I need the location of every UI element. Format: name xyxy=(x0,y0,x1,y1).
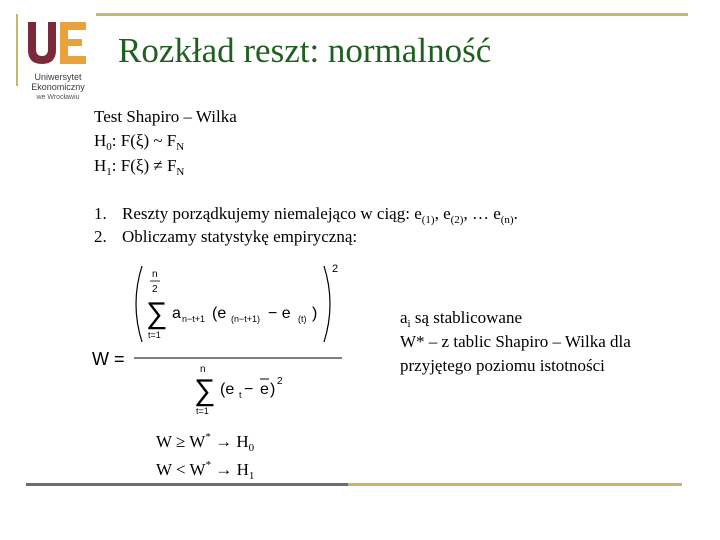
e-sub-2: (t) xyxy=(298,314,307,324)
e-close: ) xyxy=(312,305,318,322)
left-paren xyxy=(136,266,142,342)
university-logo xyxy=(22,18,94,110)
den-sub: t xyxy=(239,390,242,400)
den-exp: 2 xyxy=(277,376,283,387)
arrow-right-icon: → xyxy=(215,432,233,451)
decision-rule-accept: $W \ge W^* \to H_0$ xyxy=(156,431,255,454)
formula-w: W xyxy=(92,349,109,369)
sum-upper-n: n xyxy=(152,269,158,280)
numerator-exponent: 2 xyxy=(332,263,339,275)
logo-line-2: Ekonomiczny xyxy=(31,82,85,92)
sum-lower: t=1 xyxy=(148,330,161,340)
arrow-right-icon: → xyxy=(215,460,233,479)
null-hypothesis: $H_0$: F(ξ) ~ $F_N$ xyxy=(94,131,185,153)
note-line-2: W* – z tablic Shapiro – Wilka dla xyxy=(400,332,631,351)
e-open: (e xyxy=(212,305,227,322)
step-2: 2. Obliczamy statystykę empiryczną: xyxy=(94,227,358,246)
ue-logo-icon xyxy=(22,18,94,70)
top-rule xyxy=(96,13,688,16)
den-sigma: ∑ xyxy=(194,374,216,407)
den-lower: t=1 xyxy=(196,406,209,416)
logo-line-1: Uniwersytet xyxy=(34,72,82,82)
test-name: Test Shapiro – Wilka xyxy=(94,107,237,126)
den-ebar: e xyxy=(260,381,269,398)
sum-sigma: ∑ xyxy=(146,297,168,330)
e-minus: − e xyxy=(268,305,291,322)
e-sub-1: (n−t+1) xyxy=(231,314,261,324)
step-1: 1. Reszty porządkujemy niemalejąco w ciąg: $e_{(1)}$, $e_{(2)}$, … $e_{(n)}$. xyxy=(94,204,518,226)
den-open: (e xyxy=(220,381,235,398)
slide-title: Rozkład reszt: normalność xyxy=(118,31,492,70)
alternative-hypothesis: $H_1$: $F(\xi) \ne F_N$ xyxy=(94,156,185,178)
coef-a-sub: n−t+1 xyxy=(182,314,206,324)
den-upper: n xyxy=(200,364,206,375)
note-line-1: $a_i$ są stablicowane xyxy=(400,308,523,330)
note-line-3: przyjętego poziomu istotności xyxy=(400,356,605,375)
formula-eq: = xyxy=(114,349,125,369)
den-close: ) xyxy=(270,381,276,398)
decision-rule-reject: $W < W^* \to H_1$ xyxy=(156,459,255,482)
right-paren xyxy=(324,266,330,342)
coef-a: a xyxy=(172,305,181,322)
logo-line-3: we Wrocławiu xyxy=(36,94,80,101)
left-rule xyxy=(16,14,18,86)
den-minus: − xyxy=(244,381,254,398)
shapiro-wilk-formula xyxy=(90,258,350,418)
sum-upper-2: 2 xyxy=(152,284,158,295)
